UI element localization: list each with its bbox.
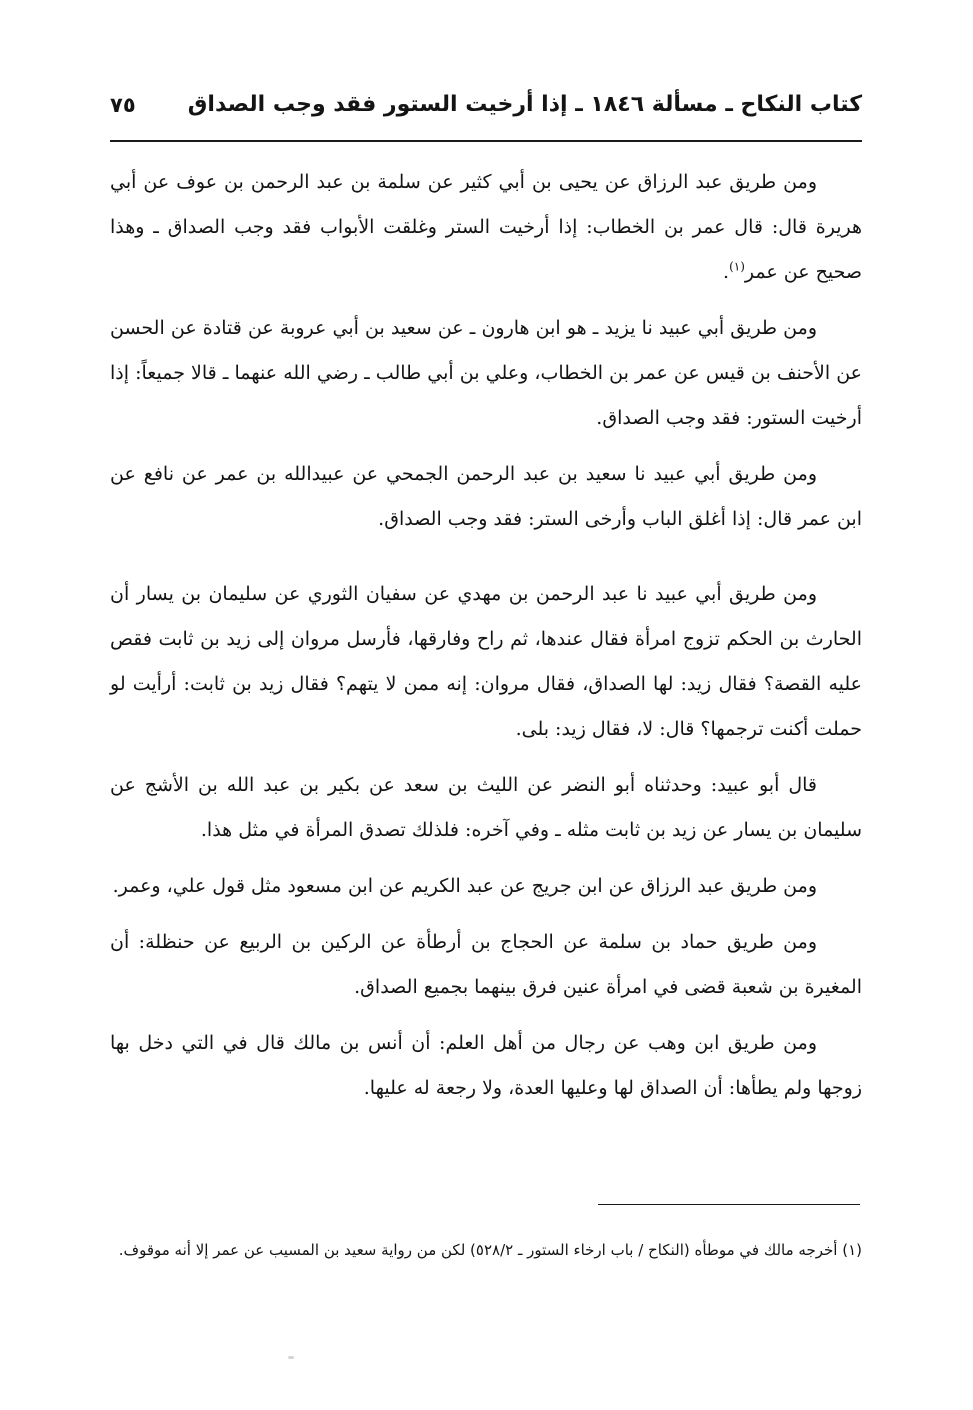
paragraph-2: ومن طريق أبي عبيد نا يزيد ـ هو ابن هارون ـ عن سعيد بن أبي عروبة عن قتادة عن الحسن عن الأحنف بن قيس عن عمر بن الخطاب، وعلي بن أبي طالب ـ رضي الله عنهما ـ قالا جميعاً: إذا أرخيت الستور: فقد وجب الصداق.: [110, 317, 862, 429]
footnote-marker: (١): [729, 259, 745, 274]
header-divider: [110, 140, 862, 142]
running-header: [110, 86, 862, 132]
paragraph-4: ومن طريق أبي عبيد نا عبد الرحمن بن مهدي عن سفيان الثوري عن سليمان بن يسار أن الحارث بن الحكم تزوج امرأة فقال عندها، ثم راح وفارقها، فأرسل مروان إلى زيد بن ثابت فقص عليه القصة؟ فقال زيد: لها الصداق، فقال مروان: إنه ممن لا يتهم؟ فقال زيد بن ثابت: أرأيت لو حملت أكنت ترجمها؟ قال: لا، فقال زيد: بلى.: [110, 583, 862, 740]
page-body: [110, 160, 862, 1122]
paragraph-6: ومن طريق عبد الرزاق عن ابن جريج عن عبد الكريم عن ابن مسعود مثل قول علي، وعمر.: [112, 875, 817, 897]
paragraph-1: [110, 160, 862, 295]
paragraph-5: قال أبو عبيد: وحدثناه أبو النضر عن الليث بن سعد عن بكير بن عبد الله بن الأشج عن سليمان بن يسار عن زيد بن ثابت مثله ـ وفي آخره: فلذلك تصدق المرأة في مثل هذا.: [110, 774, 862, 841]
paragraph-8: ومن طريق ابن وهب عن رجال من أهل العلم: أن أنس بن مالك قال في التي دخل بها زوجها ولم يطأها: أن الصداق لها وعليها العدة، ولا رجعة له عليها.: [110, 1032, 862, 1099]
paragraph-1-text: ومن طريق عبد الرزاق عن يحيى بن أبي كثير عن سلمة بن عبد الرحمن بن عوف عن أبي هريرة قال: قال عمر بن الخطاب: إذا أرخيت الستر وغلقت الأبواب فقد وجب الصداق ـ وهذا صحيح عن عمر: [110, 171, 862, 283]
scan-speck: [288, 1356, 294, 1359]
footnote: (١) أخرجه مالك في موطأه (النكاح / باب ارخاء الستور ـ ٥٢٨/٢) لكن من رواية سعيد بن المسيب عن عمر إلا أنه موقوف.: [118, 1241, 862, 1259]
footnote-divider: [598, 1204, 860, 1205]
paragraph-3: ومن طريق أبي عبيد نا سعيد بن عبد الرحمن الجمحي عن عبيدالله بن عمر عن نافع عن ابن عمر قال: إذا أغلق الباب وأرخى الستر: فقد وجب الصداق.: [110, 463, 862, 530]
paragraph-1-end: .: [723, 261, 730, 283]
paragraph-7: ومن طريق حماد بن سلمة عن الحجاج بن أرطأة عن الركين بن الربيع عن حنظلة: أن المغيرة بن شعبة قضى في امرأة عنين فرق بينهما بجميع الصداق.: [110, 931, 862, 998]
page-number: ٧٥: [110, 93, 136, 117]
running-header-title: كتاب النكاح ـ مسألة ١٨٤٦ ـ إذا أرخيت الستور فقد وجب الصداق: [187, 92, 862, 117]
